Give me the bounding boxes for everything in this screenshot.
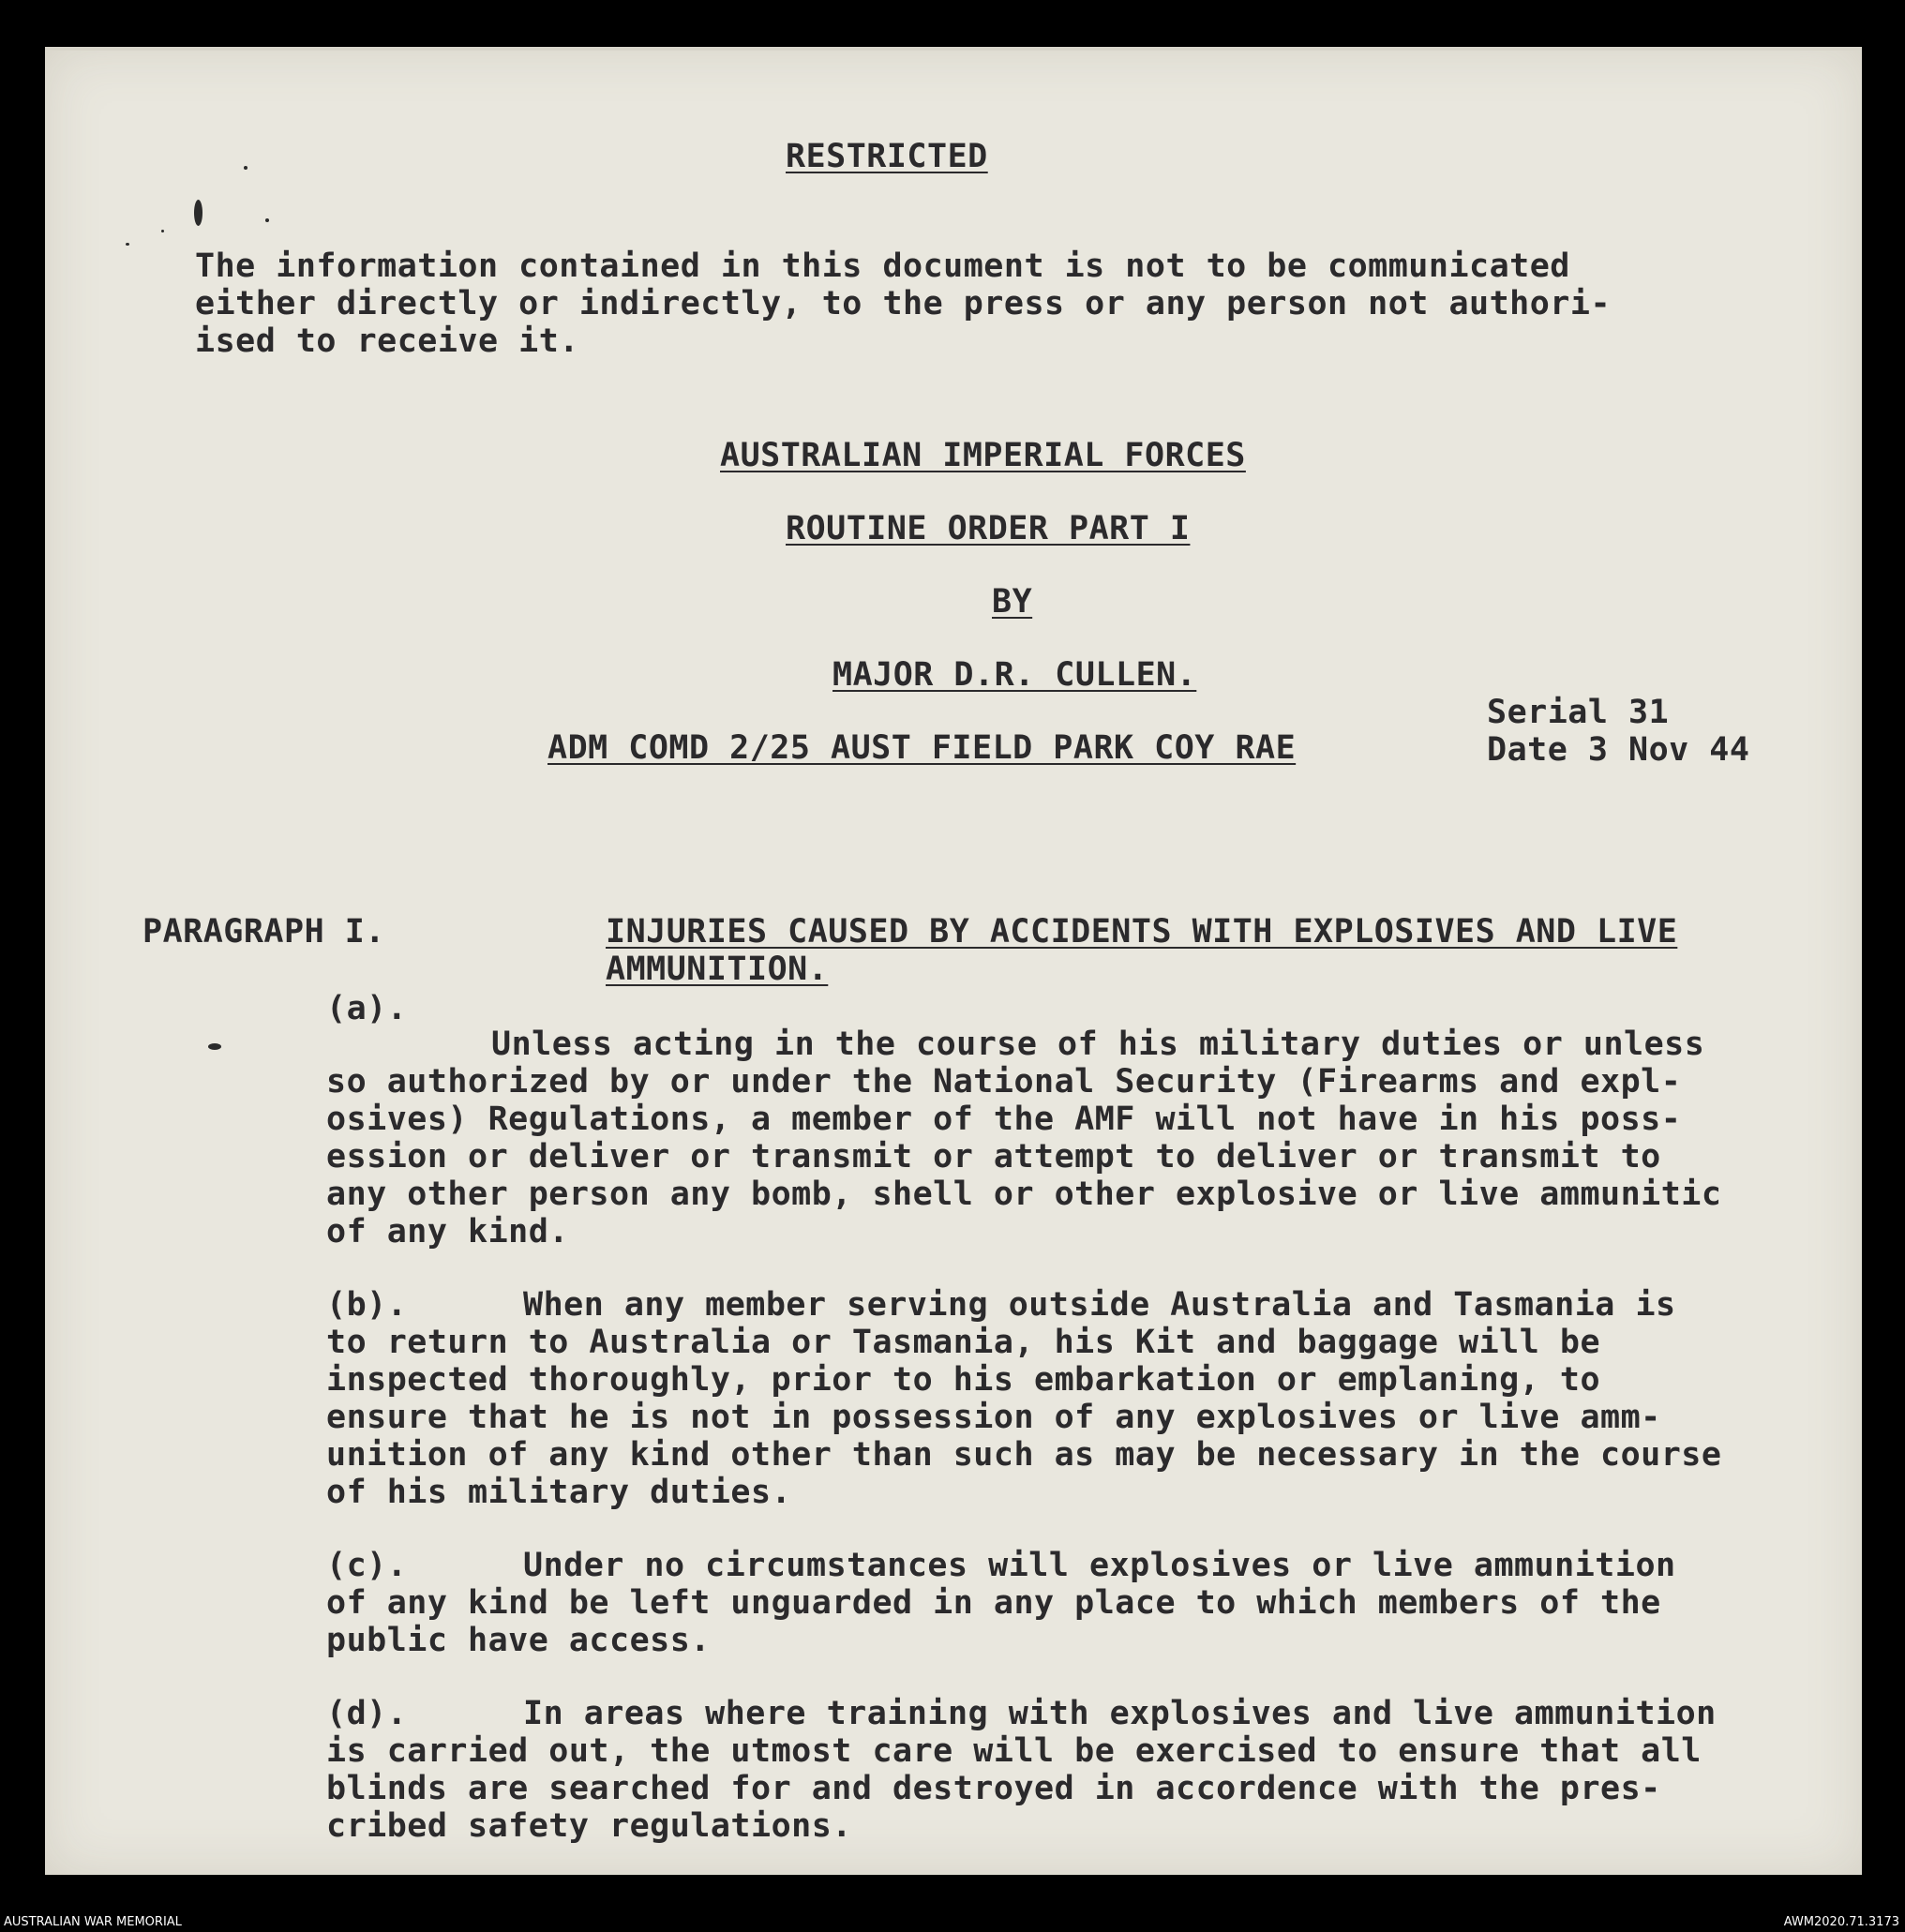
body-line: Under no circumstances will explosives or live ammunition [523,1547,1676,1584]
unit-name: ADM COMD 2/25 AUST FIELD PARK COY RAE [548,729,1297,767]
body-line: is carried out, the utmost care will be exercised to ensure that all [326,1732,1702,1770]
subparagraph-label: (b). [326,1286,408,1324]
by-label: BY [992,583,1033,621]
body-line: ensure that he is not in possession of any explosives or live amm- [326,1399,1661,1436]
body-line: blinds are searched for and destroyed in accordence with the pres- [326,1770,1661,1807]
punch-mark [265,218,269,222]
body-line: inspected thoroughly, prior to his embarkation or emplaning, to [326,1361,1601,1399]
body-line: of any kind. [326,1213,569,1251]
body-line: When any member serving outside Australia and Tasmania is [523,1286,1676,1324]
notice-line: The information contained in this document is not to be communicated [195,247,1570,285]
punch-mark [126,243,129,246]
body-line: to return to Australia or Tasmania, his Kit and baggage will be [326,1324,1601,1361]
force-title: AUSTRALIAN IMPERIAL FORCES [720,437,1246,474]
body-line: cribed safety regulations. [326,1807,852,1845]
paragraph-heading: AMMUNITION. [606,951,829,988]
body-line: of any kind be left unguarded in any place to which members of the [326,1584,1661,1622]
subparagraph-label: (d). [326,1695,408,1732]
body-line: ession or deliver or transmit or attempt to deliver or transmit to [326,1138,1661,1176]
body-line: any other person any bomb, shell or other explosive or live ammunitic [326,1176,1722,1213]
body-line: Unless acting in the course of his military duties or unless [491,1026,1705,1063]
page-edge [45,47,1862,51]
punch-mark [161,230,164,232]
serial-number: Serial 31 [1487,694,1670,731]
classification-heading: RESTRICTED [786,138,988,175]
body-line: unition of any kind other than such as may be necessary in the course [326,1436,1722,1474]
subparagraph-label: (c). [326,1547,408,1584]
body-line: osives) Regulations, a member of the AMF will not have in his poss- [326,1101,1682,1138]
officer-name: MAJOR D.R. CULLEN. [832,656,1197,694]
footer-credit: AUSTRALIAN WAR MEMORIAL [4,1915,182,1929]
body-line: In areas where training with explosives and live ammunition [523,1695,1717,1732]
punch-mark [194,200,202,226]
paragraph-heading: INJURIES CAUSED BY ACCIDENTS WITH EXPLOSIVES AND LIVE [606,913,1678,951]
punch-mark [208,1043,221,1050]
order-date: Date 3 Nov 44 [1487,731,1750,769]
order-title: ROUTINE ORDER PART I [786,510,1191,547]
notice-line: ised to receive it. [195,322,579,360]
paragraph-number: PARAGRAPH I. [142,913,385,951]
notice-line: either directly or indirectly, to the press or any person not authori- [195,285,1612,322]
body-line: public have access. [326,1622,711,1659]
body-line: of his military duties. [326,1474,792,1511]
body-line: so authorized by or under the National Security (Firearms and expl- [326,1063,1682,1101]
footer-accession-number: AWM2020.71.3173 [1783,1915,1899,1929]
punch-mark [244,166,248,170]
subparagraph-label: (a). [326,990,408,1027]
